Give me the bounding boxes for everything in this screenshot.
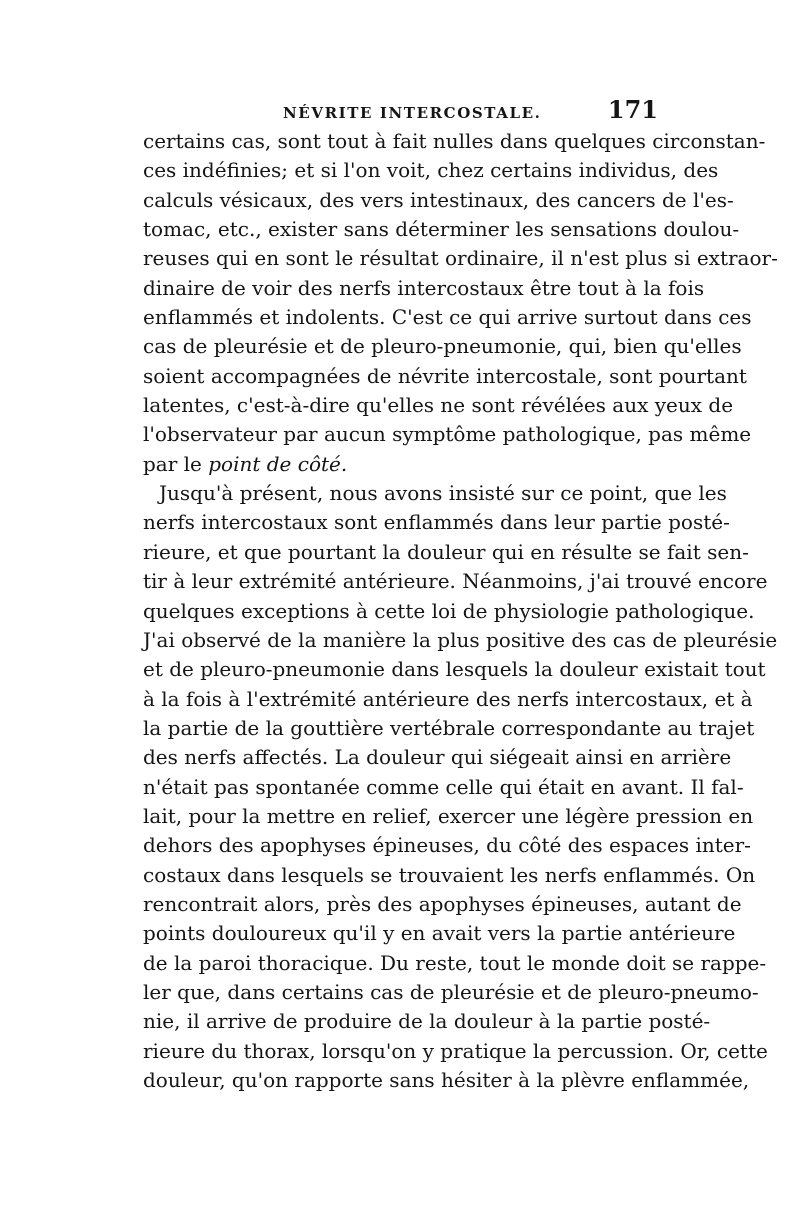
text-line: nerfs intercostaux sont enflammés dans leur partie posté-	[143, 510, 730, 535]
text-line: et de pleuro-pneumonie dans lesquels la douleur existait tout	[143, 657, 766, 682]
text-line: la partie de la gouttière vertébrale correspondante au trajet	[143, 715, 755, 740]
text-line: reuses qui en sont le résultat ordinaire, il n'est plus si extraor-	[143, 246, 778, 271]
text-line-last	[143, 450, 658, 479]
text-line: rencontrait alors, près des apophyses épineuses, autant de	[143, 891, 742, 916]
text-fragment: par le	[143, 451, 209, 476]
text-line: enflammés et indolents. C'est ce qui arrive surtout dans ces	[143, 305, 752, 330]
text-line: de la paroi thoracique. Du reste, tout le monde doit se rappe-	[143, 950, 767, 975]
paragraph-2	[143, 479, 778, 1095]
text-line: des nerfs affectés. La douleur qui siégeait ainsi en arrière	[143, 745, 732, 770]
text-line: tir à leur extrémité antérieure. Néanmoins, j'ai trouvé encore	[143, 569, 768, 594]
text-line: costaux dans lesquels se trouvaient les nerfs enflammés. On	[143, 862, 756, 887]
page-number: 171	[607, 95, 658, 124]
text-line: Jusqu'à présent, nous avons insisté sur ce point, que les	[159, 481, 727, 506]
text-line: rieure, et que pourtant la douleur qui en résulte se fait sen-	[143, 539, 749, 564]
text-line: soient accompagnées de névrite intercostale, sont pourtant	[143, 363, 747, 388]
text-line: calculs vésicaux, des vers intestinaux, des cancers de l'es-	[143, 187, 734, 212]
text-line: lait, pour la mettre en relief, exercer une légère pression en	[143, 803, 754, 828]
text-line: rieure du thorax, lorsqu'on y pratique la percussion. Or, cette	[143, 1038, 768, 1063]
text-line: l'observateur par aucun symptôme pathologique, pas même	[143, 422, 752, 447]
text-line: points douloureux qu'il y en avait vers la partie antérieure	[143, 921, 736, 946]
running-title: NÉVRITE INTERCOSTALE.	[283, 104, 542, 122]
paragraph-1	[143, 127, 778, 479]
text-line: n'était pas spontanée comme celle qui était en avant. Il fal-	[143, 774, 744, 799]
text-line: douleur, qu'on rapporte sans hésiter à la plèvre enflammée,	[143, 1068, 750, 1092]
text-line: quelques exceptions à cette loi de physiologie pathologique.	[143, 598, 755, 623]
text-line: ces indéfinies; et si l'on voit, chez certains individus, des	[143, 158, 719, 183]
text-line: à la fois à l'extrémité antérieure des nerfs intercostaux, et à	[143, 686, 753, 711]
text-line: dinaire de voir des nerfs intercostaux être tout à la fois	[143, 275, 705, 300]
text-line: tomac, etc., exister sans déterminer les sensations doulou-	[143, 217, 740, 242]
text-line: certains cas, sont tout à fait nulles dans quelques circonstan-	[143, 129, 766, 153]
italic-term: point de côté.	[208, 451, 348, 476]
text-line: dehors des apophyses épineuses, du côté des espaces inter-	[143, 833, 751, 858]
text-line: ler que, dans certains cas de pleurésie et de pleuro-pneumo-	[143, 979, 759, 1004]
text-line: cas de pleurésie et de pleuro-pneumonie, qui, bien qu'elles	[143, 334, 742, 359]
text-line: nie, il arrive de produire de la douleur à la partie posté-	[143, 1009, 711, 1034]
text-line: J'ai observé de la manière la plus positive des cas de pleurésie	[143, 627, 778, 652]
text-line: latentes, c'est-à-dire qu'elles ne sont révélées aux yeux de	[143, 393, 734, 418]
running-head	[143, 96, 658, 126]
body-text	[143, 127, 778, 1095]
